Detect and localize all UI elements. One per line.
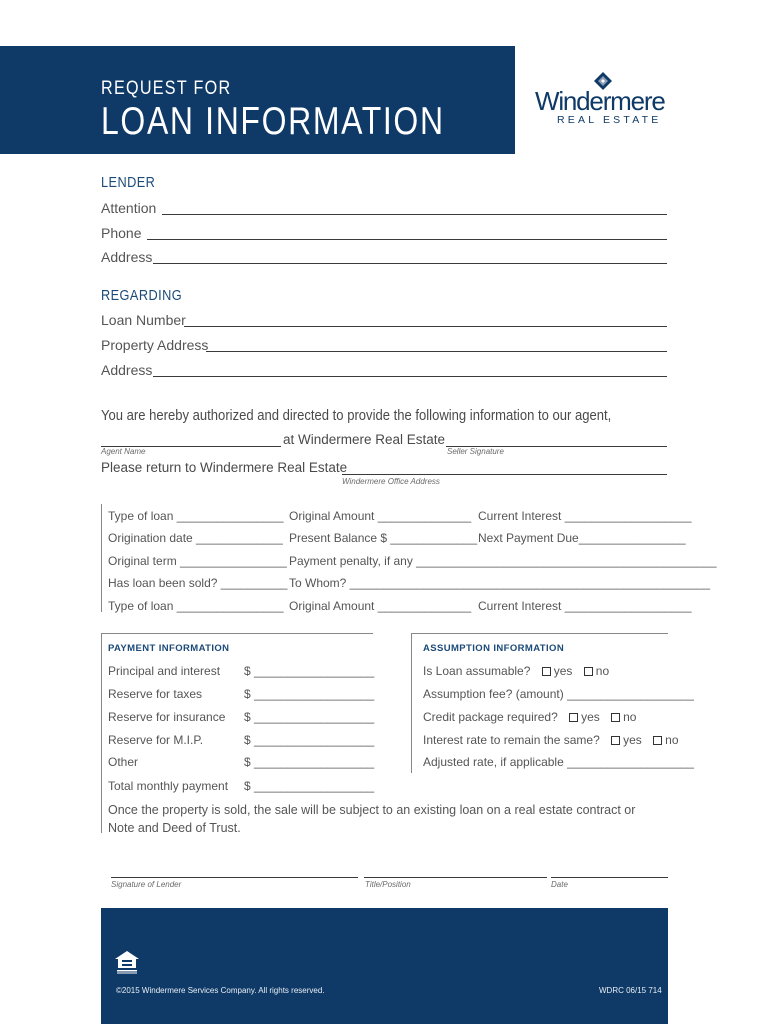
lender-signature-caption: Signature of Lender — [111, 880, 182, 889]
total-monthly-label: Total monthly payment — [108, 779, 229, 793]
payment-left-rule — [101, 633, 102, 833]
assumption-top-rule — [411, 633, 668, 634]
assumable-yes-label: yes — [553, 664, 573, 678]
return-text: Please return to Windermere Real Estate — [101, 460, 348, 475]
windermere-logo — [532, 76, 677, 131]
footer-band — [101, 908, 668, 1024]
logo-subtext: REAL ESTATE — [557, 114, 662, 126]
lender-address-label: Address — [101, 249, 153, 265]
property-address-label: Property Address — [101, 337, 209, 353]
loan-number-field[interactable] — [184, 326, 667, 327]
payment-heading: PAYMENT INFORMATION — [108, 643, 230, 654]
credit-yes-checkbox[interactable] — [569, 713, 578, 722]
credit-no-checkbox[interactable] — [611, 713, 620, 722]
disclaimer-line-1: Once the property is sold, the sale will be subject to an existing loan on a real estate contract or — [108, 803, 636, 817]
regarding-address-label: Address — [101, 362, 153, 378]
rate-no-label: no — [665, 733, 679, 747]
type-of-loan-2-field[interactable]: Type of loan ________________ — [108, 599, 284, 613]
rate-yes-label: yes — [623, 733, 642, 747]
reserve-mip-field[interactable]: $ __________________ — [244, 733, 375, 747]
rate-yes-checkbox[interactable] — [611, 736, 620, 745]
type-of-loan-field[interactable]: Type of loan ________________ — [108, 509, 284, 523]
credit-package-row — [423, 710, 636, 724]
adjusted-rate-field[interactable]: Adjusted rate, if applicable ___________________ — [423, 755, 694, 769]
next-payment-due-field[interactable]: Next Payment Due________________ — [478, 531, 686, 545]
title-position-field[interactable] — [364, 877, 547, 878]
lender-heading: LENDER — [101, 174, 156, 191]
property-address-field[interactable] — [206, 351, 667, 352]
present-balance-field[interactable]: Present Balance $ _____________ — [289, 531, 478, 545]
form-title: LOAN INFORMATION — [101, 100, 445, 143]
regarding-address-field[interactable] — [153, 376, 667, 377]
lender-attention-field[interactable] — [162, 214, 667, 215]
assumable-yes-checkbox[interactable] — [542, 667, 551, 676]
other-field[interactable]: $ __________________ — [244, 755, 375, 769]
assumable-no-label: no — [595, 664, 610, 678]
rate-no-checkbox[interactable] — [653, 736, 662, 745]
date-caption: Date — [551, 880, 568, 889]
assumable-label: Is Loan assumable? — [423, 664, 531, 678]
authorization-sentence: You are hereby authorized and directed to provide the following information to our agent, — [101, 408, 612, 424]
current-interest-field[interactable]: Current Interest ___________________ — [478, 509, 692, 523]
office-address-caption: Windermere Office Address — [342, 477, 440, 486]
office-address-field[interactable] — [342, 474, 667, 475]
reserve-insurance-label: Reserve for insurance — [108, 710, 226, 724]
payment-penalty-field[interactable]: Payment penalty, if any _____________________________________________ — [289, 554, 717, 568]
interest-rate-label: Interest rate to remain the same? — [423, 733, 600, 747]
reserve-taxes-field[interactable]: $ __________________ — [244, 687, 375, 701]
other-label: Other — [108, 755, 139, 769]
payment-top-rule — [101, 633, 373, 634]
principal-interest-field[interactable]: $ __________________ — [244, 664, 375, 678]
original-amount-2-field[interactable]: Original Amount ______________ — [289, 599, 472, 613]
assumption-left-rule — [411, 633, 412, 773]
lender-phone-field[interactable] — [147, 239, 667, 240]
agent-name-caption: Agent Name — [101, 447, 146, 456]
copyright-text: ©2015 Windermere Services Company. All rights reserved. — [116, 986, 325, 995]
total-monthly-field[interactable]: $ __________________ — [244, 779, 375, 793]
regarding-heading: REGARDING — [101, 287, 183, 304]
to-whom-field[interactable]: To Whom? ______________________________________________________ — [289, 576, 711, 590]
assumption-fee-field[interactable]: Assumption fee? (amount) ___________________ — [423, 687, 694, 701]
equal-housing-opportunity-icon — [114, 950, 140, 974]
assumable-no-checkbox[interactable] — [584, 667, 593, 676]
lender-address-field[interactable] — [153, 263, 667, 264]
principal-interest-label: Principal and interest — [108, 664, 221, 678]
disclaimer-line-2: Note and Deed of Trust. — [108, 821, 241, 835]
reserve-insurance-field[interactable]: $ __________________ — [244, 710, 375, 724]
loan-sold-field[interactable]: Has loan been sold? __________ — [108, 576, 288, 590]
assumption-heading: ASSUMPTION INFORMATION — [423, 643, 565, 654]
lender-attention-label: Attention — [101, 200, 157, 216]
form-code: WDRC 06/15 714 — [599, 986, 662, 995]
lender-phone-label: Phone — [101, 225, 142, 241]
title-position-caption: Title/Position — [365, 880, 411, 889]
logo-name: Windermere — [535, 86, 665, 116]
at-windermere-text: at Windermere Real Estate — [283, 432, 446, 447]
original-term-field[interactable]: Original term ________________ — [108, 554, 287, 568]
origination-date-field[interactable]: Origination date _____________ — [108, 531, 283, 545]
credit-yes-label: yes — [581, 710, 600, 724]
original-amount-field[interactable]: Original Amount ______________ — [289, 509, 472, 523]
date-field[interactable] — [551, 877, 668, 878]
reserve-taxes-label: Reserve for taxes — [108, 687, 203, 701]
loan-number-label: Loan Number — [101, 312, 186, 328]
seller-signature-caption: Seller Signature — [447, 447, 504, 456]
current-interest-2-field[interactable]: Current Interest ___________________ — [478, 599, 692, 613]
interest-rate-row — [423, 733, 679, 747]
reserve-mip-label: Reserve for M.I.P. — [108, 733, 204, 747]
lender-signature-field[interactable] — [111, 877, 358, 878]
assumable-row — [423, 664, 609, 678]
credit-no-label: no — [623, 710, 637, 724]
credit-package-label: Credit package required? — [423, 710, 558, 724]
loan-grid-left-rule — [101, 504, 102, 612]
form-subtitle: REQUEST FOR — [101, 78, 232, 99]
